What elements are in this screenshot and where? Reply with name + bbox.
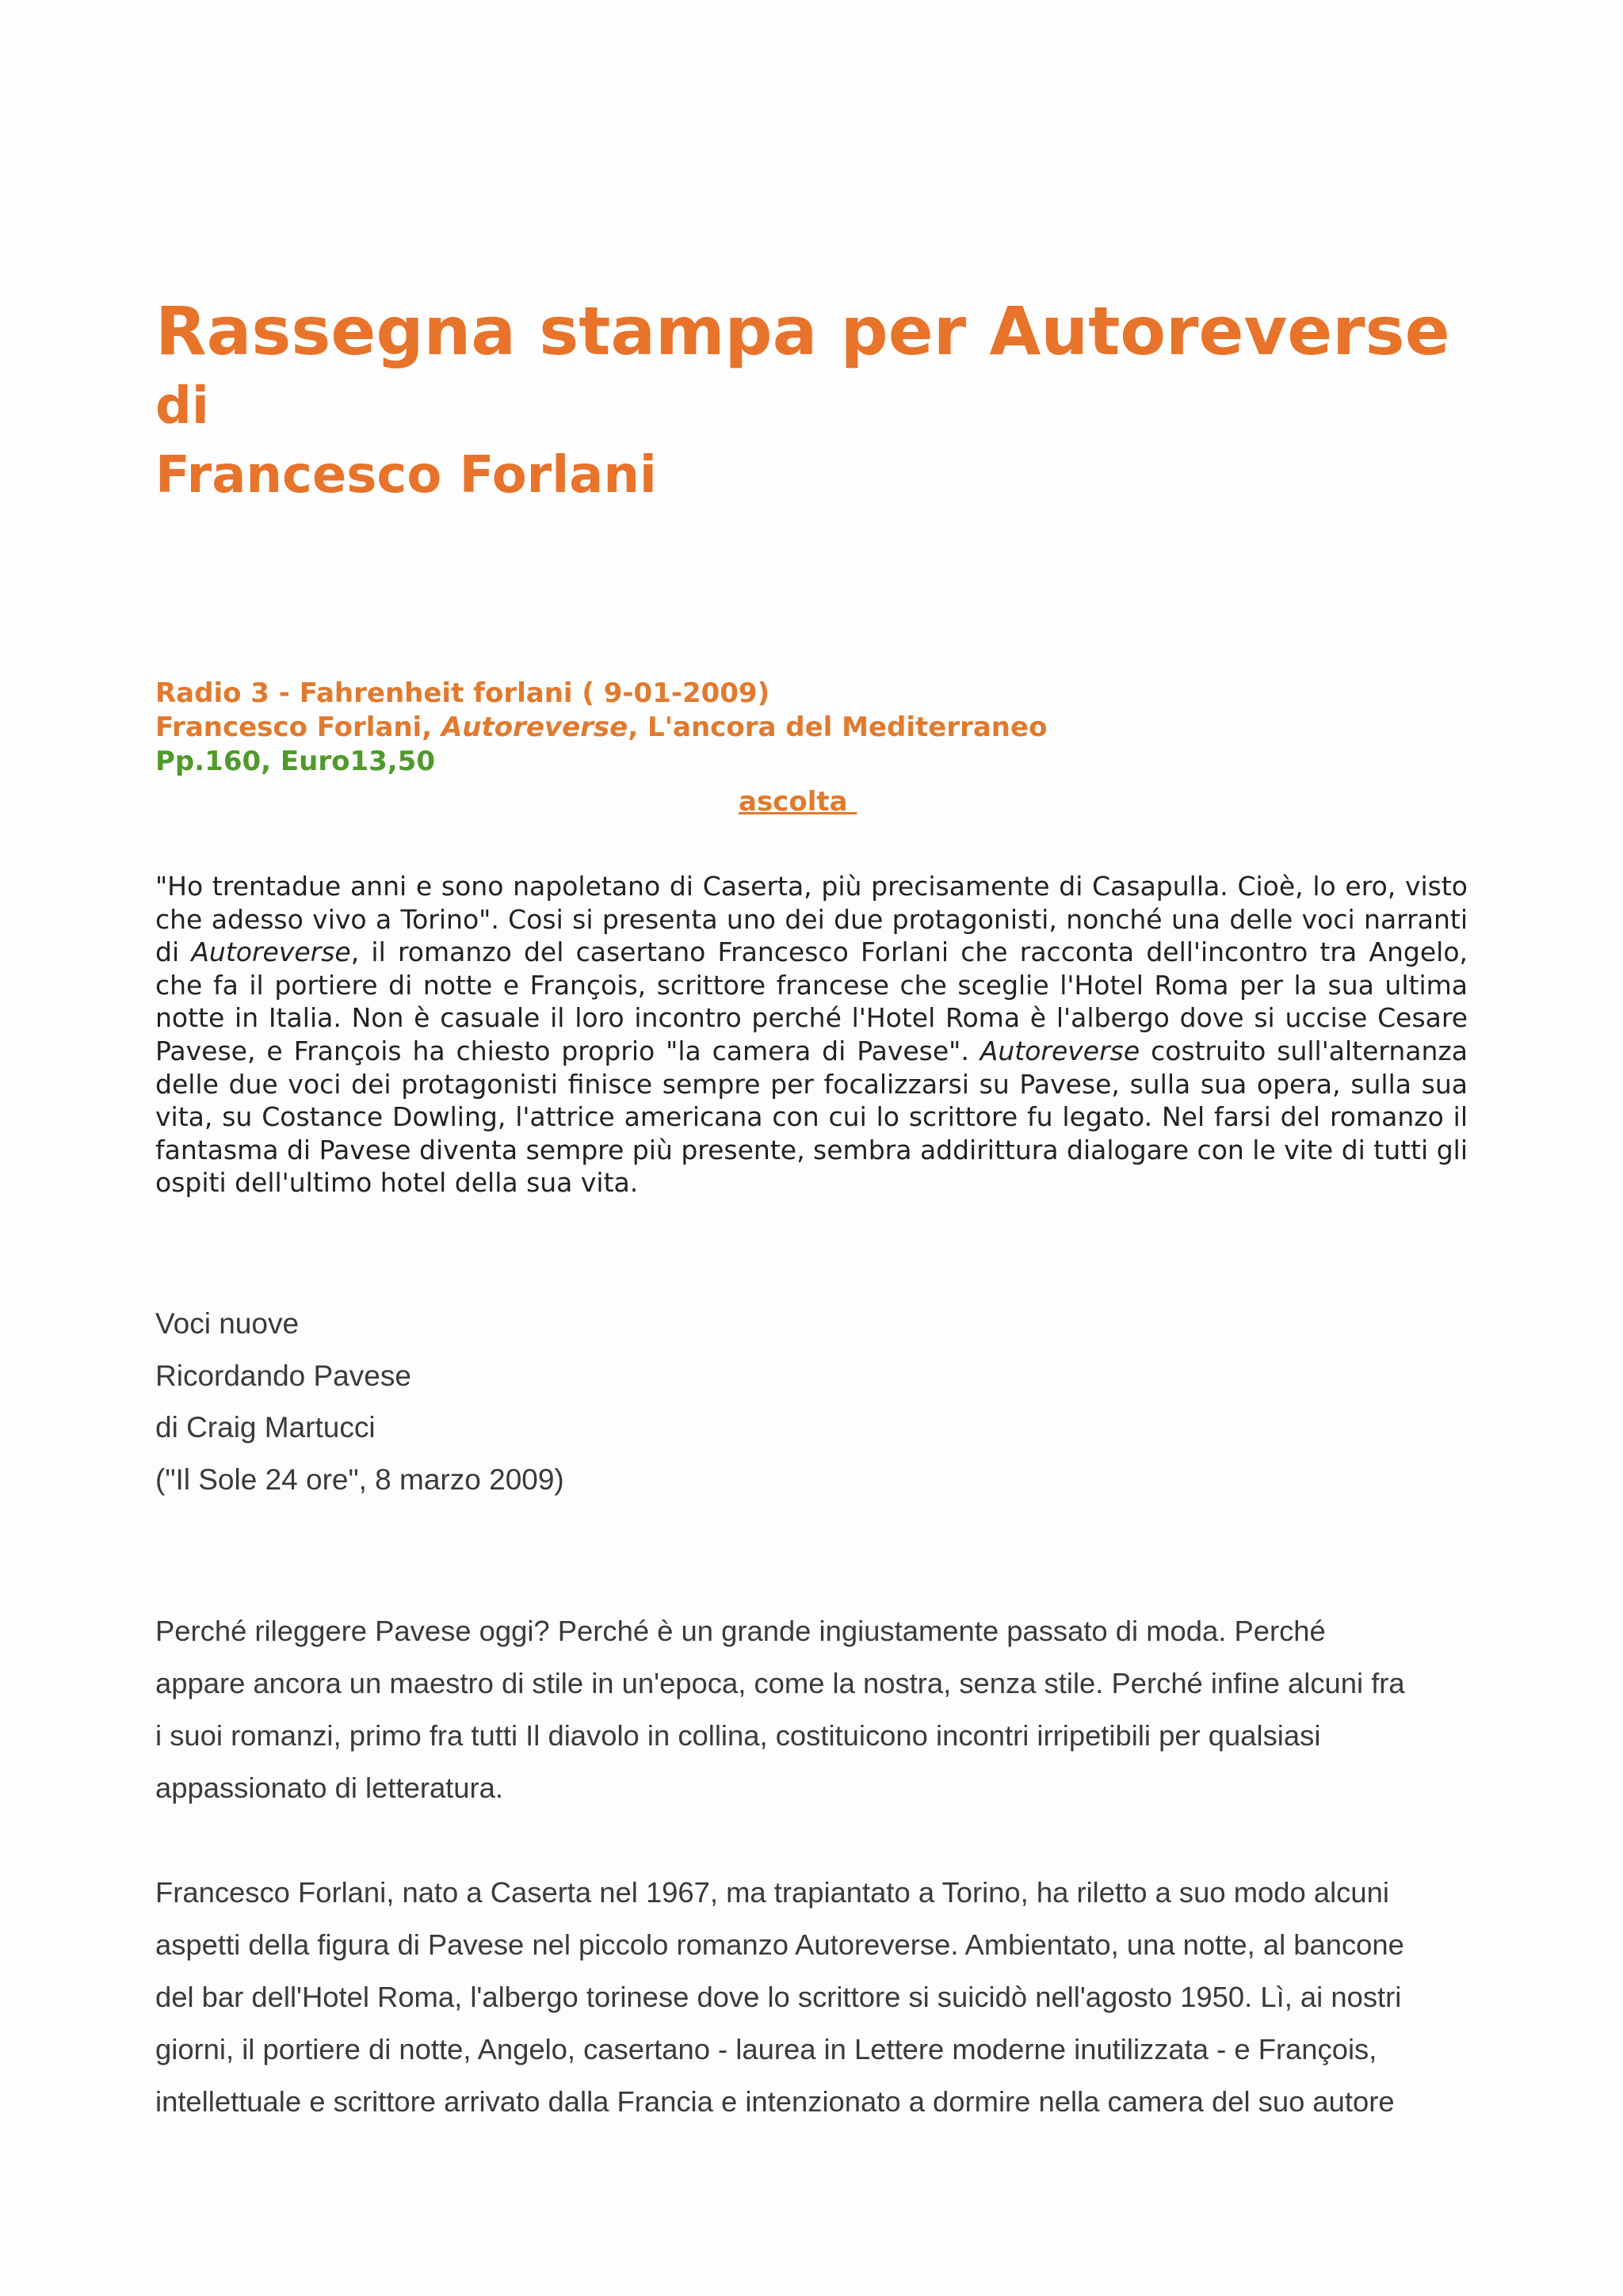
intro-text-1: "Ho trentadue anni e sono napoletano di Caserta, più precisamente di Casapulla. Cioè, lo ero, visto che adesso vivo a Torino". Cosi si presenta uno dei due protagonisti, nonché una delle voci narranti di <box>155 871 1468 968</box>
paragraph-line: Perché rileggere Pavese oggi? Perché è un grande ingiustamente passato di moda. Perché <box>155 1615 1326 1647</box>
article-paragraph-1 <box>155 1605 1472 1814</box>
book-title: Autoreverse <box>441 711 628 743</box>
intro-paragraph <box>155 870 1468 1199</box>
paragraph-line: aspetti della figura di Pavese nel piccolo romanzo Autoreverse. Ambientato, una notte, al bancone <box>155 1928 1404 1961</box>
paragraph-line: appare ancora un maestro di stile in un'epoca, come la nostra, senza stile. Perché infine alcuni fra <box>155 1667 1405 1699</box>
intro-book-title-2: Autoreverse <box>980 1035 1140 1066</box>
intro-book-title-1: Autoreverse <box>191 936 351 968</box>
paragraph-line: appassionato di letteratura. <box>155 1772 503 1804</box>
paragraph-line: giorni, il portiere di notte, Angelo, casertano - laurea in Lettere moderne inutilizzata - e François, <box>155 2033 1377 2065</box>
paragraph-line: del bar dell'Hotel Roma, l'albergo torinese dove lo scrittore si suicidò nell'agosto 1950. Lì, ai nostri <box>155 1981 1402 2013</box>
article-headline: Ricordando Pavese <box>155 1359 411 1392</box>
article-meta <box>155 1298 564 1505</box>
title-di: di <box>155 377 209 436</box>
page-title: Rassegna stampa per Autoreverse <box>155 292 1450 370</box>
article-paragraph-2 <box>155 1867 1472 2128</box>
book-price-line: Pp.160, Euro13,50 <box>155 746 435 777</box>
title-author: Francesco Forlani <box>155 446 657 505</box>
book-publisher: , L'ancora del Mediterraneo <box>628 711 1048 743</box>
paragraph-line: i suoi romanzi, primo fra tutti Il diavolo in collina, costituicono incontri irripetibili per qualsiasi <box>155 1719 1321 1752</box>
paragraph-line: intellettuale e scrittore arrivato dalla Francia e intenzionato a dormire nella camera del suo autore <box>155 2085 1395 2118</box>
listen-link[interactable]: ascolta <box>739 786 857 818</box>
intro-text-2: , il romanzo del casertano Francesco Forlani che racconta dell'incontro tra Angelo, che fa il portiere di notte e François, scrittore francese che sceglie l'Hotel Roma per la sua ultima notte in Italia. Non è casuale il loro incontro perché l'Hotel Roma è l'albergo dove si uccise Cesare Pavese, e François ha chiesto proprio "la camera di Pavese". <box>155 936 1468 1066</box>
book-citation-line <box>155 711 1047 745</box>
intro-text-3: costruito sull'alternanza delle due voci dei protagonisti finisce sempre per focalizzarsi su Pavese, sulla sua opera, sulla sua vita, su Costance Dowling, l'attrice americana con cui lo scrittore fu legato. Nel farsi del romanzo il fantasma di Pavese diventa sempre più presente, sembra addirittura dialogare con le vite di tutti gli ospiti dell'ultimo hotel della sua vita. <box>155 1035 1468 1199</box>
radio-info-block <box>155 677 1047 779</box>
book-author: Francesco Forlani, <box>155 711 441 743</box>
article-source: ("Il Sole 24 ore", 8 marzo 2009) <box>155 1463 564 1496</box>
paragraph-line: Francesco Forlani, nato a Caserta nel 1967, ma trapiantato a Torino, ha riletto a suo modo alcuni <box>155 1876 1389 1909</box>
radio-broadcast-line: Radio 3 - Fahrenheit forlani ( 9-01-2009) <box>155 677 770 709</box>
article-section: Voci nuove <box>155 1307 300 1340</box>
article-byline: di Craig Martucci <box>155 1411 376 1444</box>
